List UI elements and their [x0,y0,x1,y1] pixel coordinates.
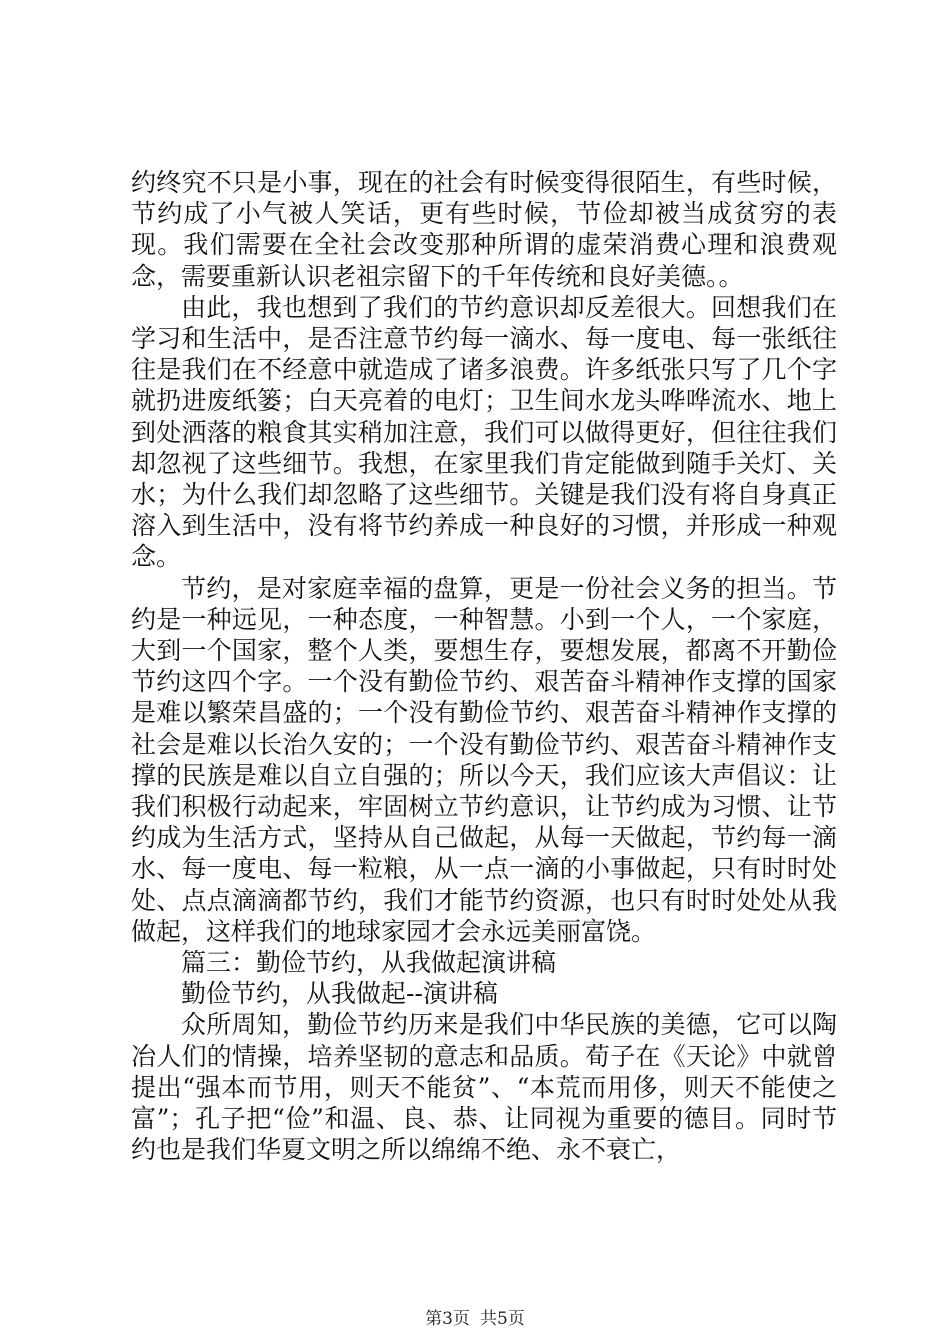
page-footer [0,1304,950,1329]
paragraph-frugality: 节约，是对家庭幸福的盘算，更是一份社会义务的担当。节约是一种远见，一种态度，一种智慧。小到一个人，一个家庭，大到一个国家，整个人类，要想生存，要想发展，都离不开勤俭节约这四个字。一个没有勤俭节约、艰苦奋斗精神作支撑的国家是难以繁荣昌盛的；一个没有勤俭节约、艰苦奋斗精神作支撑的社会是难以长治久安的；一个没有勤俭节约、艰苦奋斗精神作支撑的民族是难以自立自强的；所以今天，我们应该大声倡议：让我们积极行动起来，牢固树立节约意识，让节约成为习惯、让节约成为生活方式，坚持从自己做起，从每一天做起，节约每一滴水、每一度电、每一粒粮，从一点一滴的小事做起，只有时时处处、点点滴滴都节约，我们才能节约资源，也只有时时处处从我做起，这样我们的地球家园才会永远美丽富饶。 [131,573,837,946]
paragraph-continuation: 约终究不只是小事，现在的社会有时候变得很陌生，有些时候，节约成了小气被人笑话，更有些时候，节俭却被当成贫穷的表现。我们需要在全社会改变那种所谓的虚荣消费心理和浪费观念，需要重新认识老祖宗留下的千年传统和良好美德。。 [131,168,837,291]
document-body [131,167,837,1166]
section-heading: 篇三：勤俭节约，从我做起演讲稿 [181,948,557,978]
paragraph-awareness: 由此，我也想到了我们的节约意识却反差很大。回想我们在学习和生活中，是否注意节约每一滴水、每一度电、每一张纸往往是我们在不经意中就造成了诸多浪费。许多纸张只写了几个字就扔进废纸篓；白天亮着的电灯；卫生间水龙头哗哗流水、地上到处洒落的粮食其实稍加注意，我们可以做得更好，但往往我们却忽视了这些细节。我想，在家里我们肯定能做到随手关灯、关水；为什么我们却忽略了这些细节。关键是我们没有将自身真正溶入到生活中，没有将节约养成一种良好的习惯，并形成一种观念。 [131,292,837,572]
page-total: 共5页 [480,1309,525,1329]
page-number: 第3页 [425,1309,470,1329]
paragraph-speech-intro: 众所周知，勤俭节约历来是我们中华民族的美德，它可以陶冶人们的情操，培养坚韧的意志和品质。荀子在《天论》中就曾提出“强本而节用，则天不能贫”、“本荒而用侈，则天不能使之富”；孔子把“俭”和温、良、恭、让同视为重要的德目。同时节约也是我们华夏文明之所以绵绵不绝、永不衰亡， [131,1010,837,1165]
speech-title: 勤俭节约，从我做起--演讲稿 [181,979,498,1009]
